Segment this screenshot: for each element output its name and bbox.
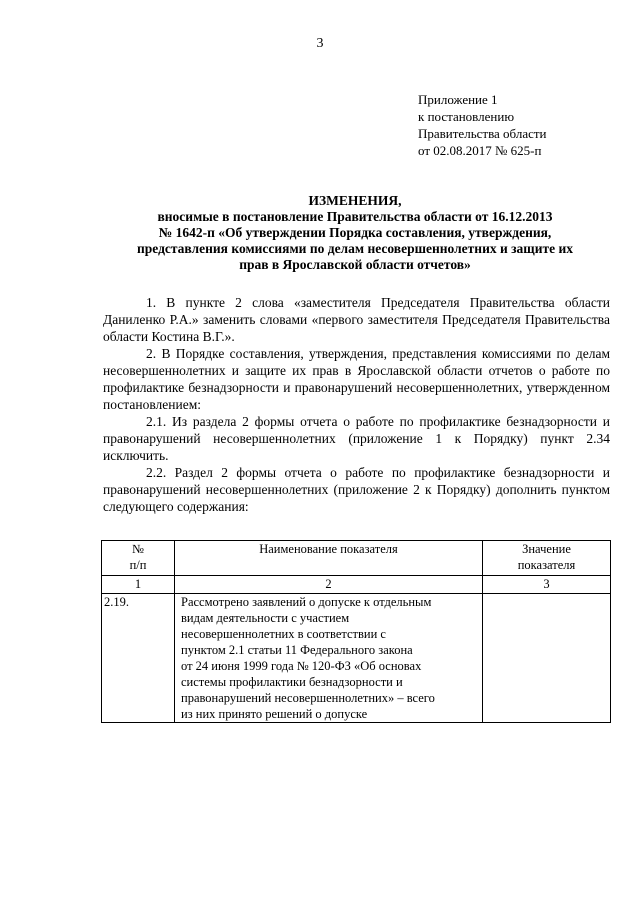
description-line: несовершеннолетних в соответствии с	[181, 627, 386, 641]
table-numbering-row	[102, 576, 611, 594]
description-line: из них принято решений о допуске	[181, 707, 368, 721]
title-line: ИЗМЕНЕНИЯ,	[308, 193, 402, 208]
row-description-cell	[175, 594, 483, 723]
paragraph-2-1: 2.1. Из раздела 2 формы отчета о работе по профилактике безнадзорности и правонарушений несовершеннолетних (приложение 1 к Порядку) пункт 2.34 исключить.	[103, 414, 610, 463]
description-line: правонарушений несовершеннолетних» – всего	[181, 691, 435, 705]
numbering-cell: 3	[483, 576, 611, 594]
page-number: 3	[316, 36, 324, 51]
appendix-line: от 02.08.2017 № 625-п	[418, 143, 542, 158]
numbering-cell: 2	[175, 576, 483, 594]
table-row	[102, 594, 611, 723]
table-header-row	[102, 541, 611, 576]
description-line: Рассмотрено заявлений о допуске к отдельным	[181, 595, 432, 609]
indicator-table	[101, 540, 611, 723]
row-number-cell: 2.19.	[102, 594, 175, 723]
header-value-line: показателя	[517, 558, 576, 572]
header-number-cell	[102, 541, 175, 576]
appendix-line: Правительства области	[418, 126, 547, 141]
paragraph-1: 1. В пункте 2 слова «заместителя Председателя Правительства области Даниленко Р.А.» заменить словами «первого заместителя Председателя Правительства области Костина В.Г.».	[103, 295, 610, 344]
appendix-line: Приложение 1	[418, 92, 498, 107]
header-number-line: п/п	[129, 558, 147, 572]
title-line: прав в Ярославской области отчетов»	[239, 257, 471, 272]
header-value-line: Значение	[522, 542, 571, 556]
header-number-line: №	[132, 542, 144, 556]
document-title	[100, 193, 610, 273]
header-name-cell: Наименование показателя	[175, 541, 483, 576]
title-line: вносимые в постановление Правительства области от 16.12.2013	[157, 209, 553, 224]
description-line: от 24 июня 1999 года № 120-ФЗ «Об основах	[181, 659, 422, 673]
title-line: представления комиссиями по делам несовершеннолетних и защите их	[136, 241, 574, 256]
header-value-cell	[483, 541, 611, 576]
title-line: № 1642-п «Об утверждении Порядка составления, утверждения,	[158, 225, 552, 240]
description-line: пунктом 2.1 статьи 11 Федерального закона	[181, 643, 413, 657]
numbering-cell: 1	[102, 576, 175, 594]
document-body	[103, 294, 610, 515]
appendix-block	[418, 91, 547, 159]
description-line: видам деятельности с участием	[181, 611, 350, 625]
description-line: системы профилактики безнадзорности и	[181, 675, 403, 689]
paragraph-2-2: 2.2. Раздел 2 формы отчета о работе по профилактике безнадзорности и правонарушений несовершеннолетних (приложение 2 к Порядку) дополнить пунктом следующего содержания:	[103, 465, 610, 514]
row-value-cell	[483, 594, 611, 723]
paragraph-2: 2. В Порядке составления, утверждения, представления комиссиями по делам несовершеннолетних и защите их прав в Ярославской области отчетов о работе по профилактике безнадзорности и правонарушений несовершеннолетних, утвержденном постановлением:	[103, 346, 610, 412]
appendix-line: к постановлению	[418, 109, 515, 124]
